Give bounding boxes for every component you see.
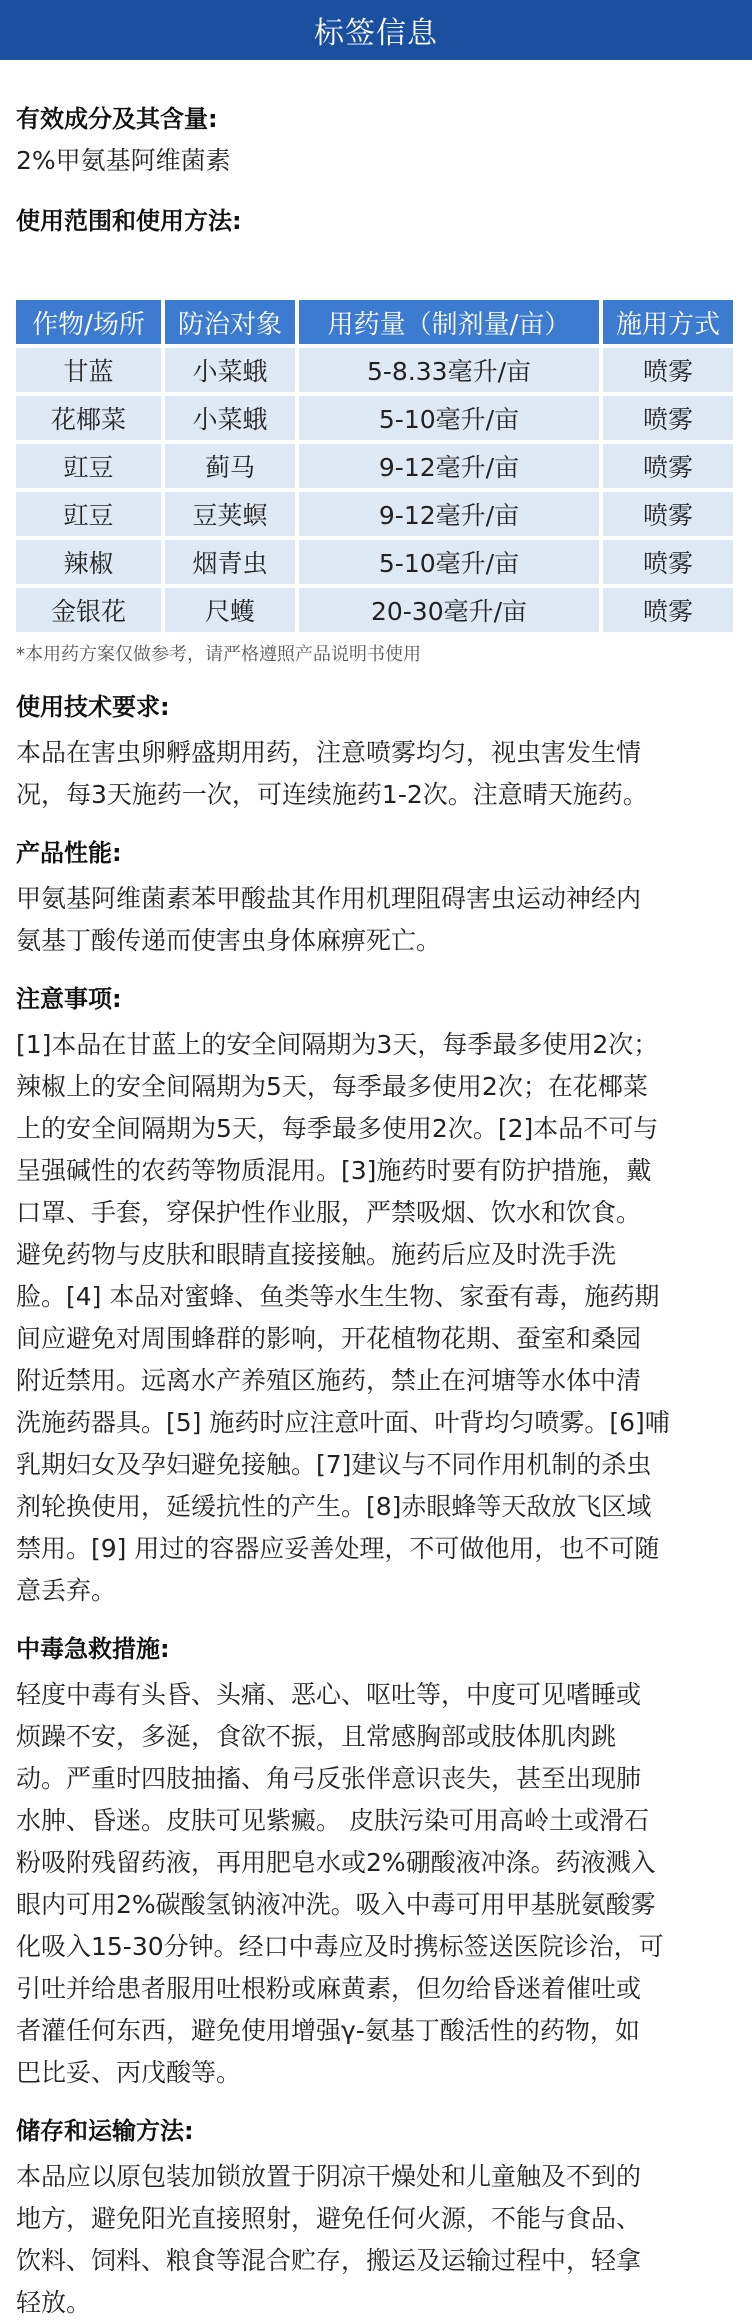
table-cell: 辣椒	[16, 540, 161, 584]
text-line: 呈强碱性的农药等物质混用。[3]施药时要有防护措施，戴	[16, 1156, 652, 1185]
text-line: 剂轮换使用，延缓抗性的产生。[8]赤眼蜂等天敌放飞区域	[16, 1492, 652, 1521]
table-row	[16, 348, 733, 392]
table-cell: 喷雾	[603, 444, 733, 488]
table-cell: 花椰菜	[16, 396, 161, 440]
table-cell: 豇豆	[16, 492, 161, 536]
text-line: 避免药物与皮肤和眼睛直接接触。施药后应及时洗手洗	[16, 1240, 617, 1269]
column-header-dosage: 用药量（制剂量/亩）	[299, 300, 599, 344]
text-line: 意丢弃。	[16, 1576, 117, 1605]
table-cell: 喷雾	[603, 492, 733, 536]
table-cell: 豇豆	[16, 444, 161, 488]
table-cell: 9-12毫升/亩	[299, 444, 599, 488]
text-line: 烦躁不安，多涎，食欲不振，且常感胸部或肢体肌肉跳	[16, 1722, 617, 1751]
table-cell: 小菜蛾	[165, 396, 295, 440]
firstaid-text	[16, 1674, 736, 2094]
text-line: 水肿、昏迷。皮肤可见紫癜。 皮肤污染可用高岭土或滑石	[16, 1806, 649, 1835]
text-line: 化吸入15-30分钟。经口中毒应及时携标签送医院诊治，可	[16, 1932, 664, 1961]
text-line: 脸。[4] 本品对蜜蜂、鱼类等水生生物、家蚕有毒，施药期	[16, 1282, 660, 1311]
table-cell: 蓟马	[165, 444, 295, 488]
text-line: 间应避免对周围蜂群的影响，开花植物花期、蚕室和桑园	[16, 1324, 642, 1353]
table-row	[16, 540, 733, 584]
text-line: 禁用。[9] 用过的容器应妥善处理，不可做他用，也不可随	[16, 1534, 660, 1563]
text-line: 口罩、手套，穿保护性作业服，严禁吸烟、饮水和饮食。	[16, 1198, 642, 1227]
text-line: 乳期妇女及孕妇避免接触。[7]建议与不同作用机制的杀虫	[16, 1450, 652, 1479]
column-header-target: 防治对象	[165, 300, 295, 344]
text-line: 者灌任何东西，避免使用增强γ-氨基丁酸活性的药物，如	[16, 2016, 640, 2045]
usage-note: *本用药方案仅做参考，请严格遵照产品说明书使用	[16, 644, 421, 665]
page-title: 标签信息	[314, 16, 438, 51]
text-line: 本品在害虫卵孵盛期用药，注意喷雾均匀，视虫害发生情	[16, 738, 642, 767]
text-line: 辣椒上的安全间隔期为5天，每季最多使用2次；在花椰菜	[16, 1072, 648, 1101]
table-cell: 小菜蛾	[165, 348, 295, 392]
table-cell: 烟青虫	[165, 540, 295, 584]
usage-table	[12, 296, 737, 636]
table-cell: 5-10毫升/亩	[299, 396, 599, 440]
text-line: 甲氨基阿维菌素苯甲酸盐其作用机理阻碍害虫运动神经内	[16, 884, 642, 913]
storage-text	[16, 2156, 736, 2324]
precautions-text	[16, 1024, 736, 1612]
text-line: 况，每3天施药一次，可连续施药1-2次。注意晴天施药。	[16, 780, 648, 809]
text-line: 眼内可用2%碳酸氢钠液冲洗。吸入中毒可用甲基胱氨酸雾	[16, 1890, 656, 1919]
storage-title: 储存和运输方法:	[16, 2117, 194, 2145]
table-cell: 甘蓝	[16, 348, 161, 392]
table-cell: 5-8.33毫升/亩	[299, 348, 599, 392]
text-line: 引吐并给患者服用吐根粉或麻黄素，但勿给昏迷着催吐或	[16, 1974, 642, 2003]
precautions-title: 注意事项:	[16, 985, 122, 1013]
table-cell: 喷雾	[603, 588, 733, 632]
text-line: 巴比妥、丙戊酸等。	[16, 2058, 242, 2087]
technique-title: 使用技术要求:	[16, 693, 170, 721]
technique-text	[16, 732, 736, 816]
text-line: 动。严重时四肢抽搐、角弓反张伴意识丧失，甚至出现肺	[16, 1764, 642, 1793]
column-header-crop: 作物/场所	[16, 300, 161, 344]
text-line: 轻放。	[16, 2288, 92, 2317]
table-row	[16, 492, 733, 536]
text-line: 粉吸附残留药液，再用肥皂水或2%硼酸液冲涤。药液溅入	[16, 1848, 656, 1877]
table-cell: 豆荚螟	[165, 492, 295, 536]
firstaid-title: 中毒急救措施:	[16, 1635, 170, 1663]
text-line: [1]本品在甘蓝上的安全间隔期为3天，每季最多使用2次；	[16, 1030, 659, 1059]
text-line: 洗施药器具。[5] 施药时应注意叶面、叶背均匀喷雾。[6]哺	[16, 1408, 670, 1437]
ingredient-text: 2%甲氨基阿维菌素	[16, 146, 231, 175]
usage-table-wrapper	[16, 296, 736, 636]
table-row	[16, 396, 733, 440]
column-header-method: 施用方式	[603, 300, 733, 344]
table-cell: 9-12毫升/亩	[299, 492, 599, 536]
table-cell: 尺蠖	[165, 588, 295, 632]
ingredient-title: 有效成分及其含量:	[16, 105, 218, 133]
page-header	[0, 0, 752, 60]
table-cell: 金银花	[16, 588, 161, 632]
text-line: 地方，避免阳光直接照射，避免任何火源，不能与食品、	[16, 2204, 642, 2233]
table-header-row	[16, 300, 733, 344]
table-row	[16, 588, 733, 632]
text-line: 本品应以原包装加锁放置于阴凉干燥处和儿童触及不到的	[16, 2162, 642, 2191]
text-line: 饮料、饲料、粮食等混合贮存，搬运及运输过程中，轻拿	[16, 2246, 642, 2275]
text-line: 氨基丁酸传递而使害虫身体麻痹死亡。	[16, 926, 442, 955]
performance-text	[16, 878, 736, 962]
label-content	[0, 102, 752, 2324]
performance-title: 产品性能:	[16, 839, 122, 867]
text-line: 轻度中毒有头昏、头痛、恶心、呕吐等，中度可见嗜睡或	[16, 1680, 642, 1709]
table-cell: 20-30毫升/亩	[299, 588, 599, 632]
table-cell: 喷雾	[603, 348, 733, 392]
table-row	[16, 444, 733, 488]
table-cell: 5-10毫升/亩	[299, 540, 599, 584]
text-line: 附近禁用。远离水产养殖区施药，禁止在河塘等水体中清	[16, 1366, 642, 1395]
table-cell: 喷雾	[603, 540, 733, 584]
text-line: 上的安全间隔期为5天，每季最多使用2次。[2]本品不可与	[16, 1114, 659, 1143]
usage-title: 使用范围和使用方法:	[16, 207, 242, 235]
table-cell: 喷雾	[603, 396, 733, 440]
